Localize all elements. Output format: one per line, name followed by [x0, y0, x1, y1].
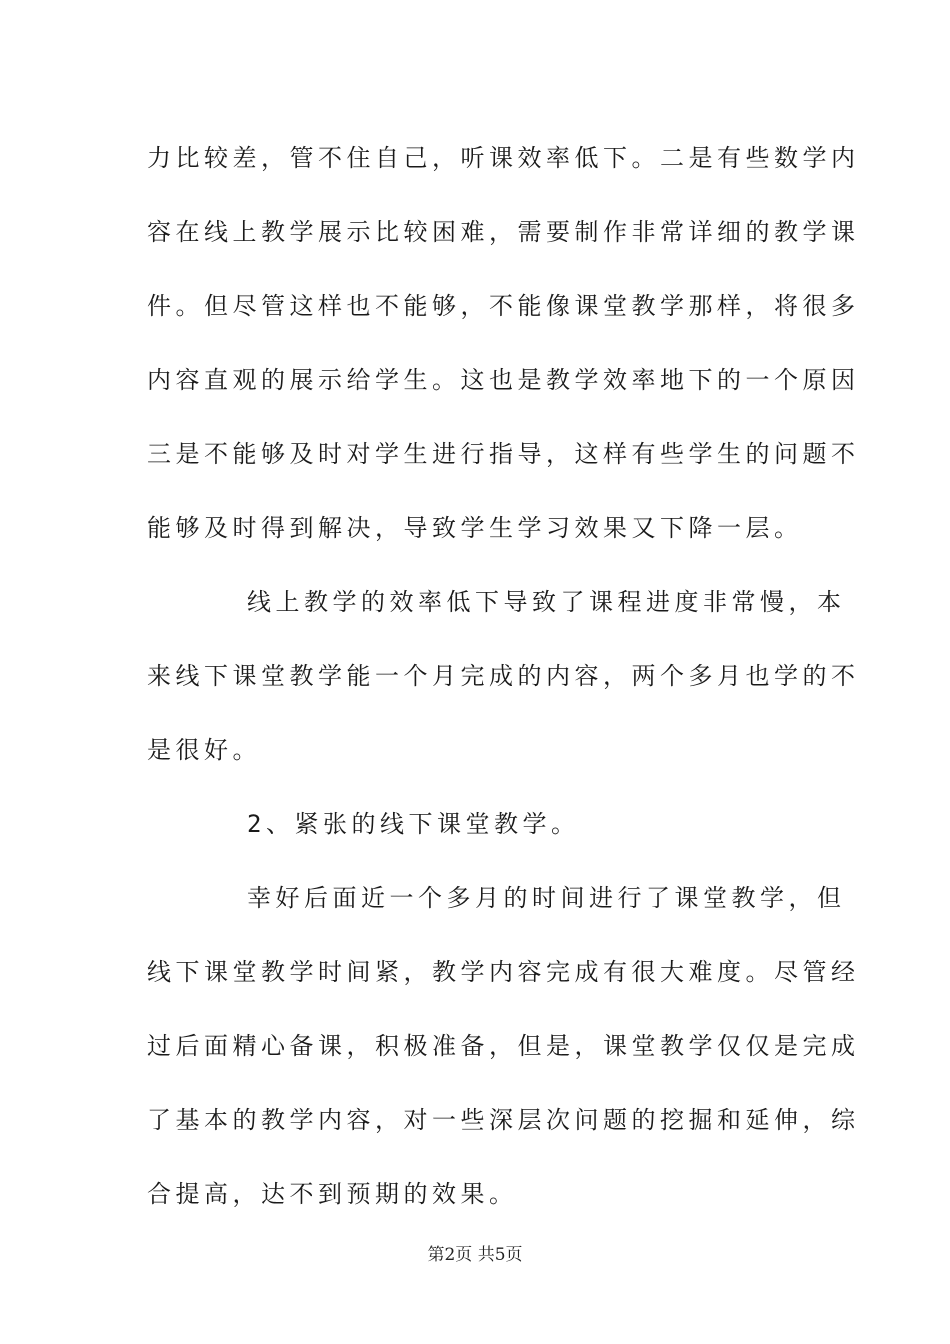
- text-line: 线下课堂教学时间紧，教学内容完成有很大难度。尽管经: [147, 958, 860, 986]
- text-line: 是很好。: [147, 736, 261, 764]
- text-line: 来线下课堂教学能一个月完成的内容，两个多月也学的不: [147, 662, 860, 690]
- text-line: 件。但尽管这样也不能够，不能像课堂教学那样，将很多: [147, 292, 860, 320]
- text-line: 三是不能够及时对学生进行指导，这样有些学生的问题不: [147, 440, 860, 468]
- text-line: 了基本的教学内容，对一些深层次问题的挖掘和延伸，综: [147, 1106, 860, 1134]
- body-text: [147, 128, 860, 1238]
- text-line: 过后面精心备课，积极准备，但是，课堂教学仅仅是完成: [147, 1032, 860, 1060]
- paragraph-start-line: 线上教学的效率低下导致了课程进度非常慢，本: [247, 588, 846, 616]
- text-line: 合提高，达不到预期的效果。: [147, 1180, 518, 1208]
- text-line: 能够及时得到解决，导致学生学习效果又下降一层。: [147, 514, 803, 542]
- section-heading: 2、紧张的线下课堂教学。: [247, 810, 580, 838]
- page-number-footer: 第2页 共5页: [427, 1245, 523, 1265]
- paragraph-start-line: 幸好后面近一个多月的时间进行了课堂教学，但: [247, 884, 846, 912]
- text-line: 内容直观的展示给学生。这也是教学效率地下的一个原因: [147, 366, 860, 394]
- text-line: 容在线上教学展示比较困难，需要制作非常详细的教学课: [147, 218, 860, 246]
- text-line: 力比较差，管不住自己，听课效率低下。二是有些数学内: [147, 144, 860, 172]
